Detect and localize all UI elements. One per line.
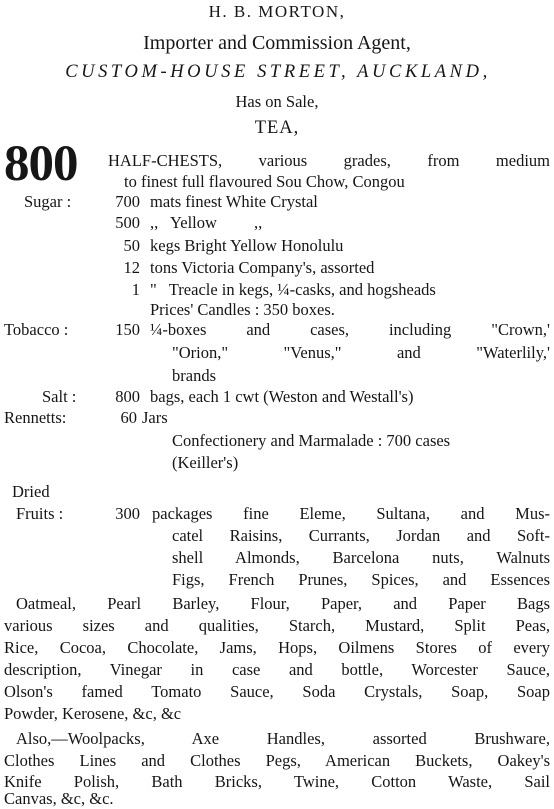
merchant-role: Importer and Commission Agent, (143, 32, 411, 54)
also-line: Canvas, &c, &c. (4, 789, 114, 808)
dried-fruits-label-2: Fruits : (16, 504, 64, 523)
sugar-item: tons Victoria Company's, assorted (150, 258, 375, 277)
rennetts-qty: 60 (120, 408, 137, 427)
tobacco-line-1: ¼-boxes and cases, including "Crown,' (150, 320, 550, 339)
oatmeal-line: various sizes and qualities, Starch, Mustard, Split Peas, (4, 616, 550, 635)
sugar-item: ,, Yellow ,, (150, 213, 263, 232)
street-address: CUSTOM-HOUSE STREET, AUCKLAND, (65, 62, 491, 82)
tobacco-label: Tobacco : (4, 320, 69, 339)
sugar-qty: 1 (131, 280, 140, 299)
salt-qty: 800 (115, 387, 140, 406)
confectionery-line-2: (Keiller's) (172, 453, 239, 472)
tea-quantity: 800 (4, 136, 78, 192)
dried-fruits-line: shell Almonds, Barcelona nuts, Walnuts (172, 548, 550, 567)
dried-fruits-line: packages fine Eleme, Sultana, and Mus- (152, 504, 550, 523)
sugar-label: Sugar : (24, 192, 72, 211)
oatmeal-line: description, Vinegar in case and bottle, Worcester Sauce, (4, 660, 550, 679)
sugar-item: " Treacle in kegs, ¼-casks, and hogsheads (150, 280, 436, 299)
sugar-qty: 50 (123, 236, 140, 255)
oatmeal-line: Olson's famed Tomato Sauce, Soda Crystals, Soap, Soap (4, 682, 550, 701)
tobacco-line-3: brands (172, 366, 216, 385)
also-line: Knife Polish, Bath Bricks, Twine, Cotton Waste, Sail (4, 772, 550, 791)
candles-line: Prices' Candles : 350 boxes. (150, 300, 335, 319)
also-line: Also,—Woolpacks, Axe Handles, assorted Brushware, (16, 729, 550, 748)
oatmeal-line: Oatmeal, Pearl Barley, Flour, Paper, and Paper Bags (16, 594, 550, 613)
dried-fruits-qty: 300 (115, 504, 140, 523)
tea-line-1: HALF-CHESTS, various grades, from medium (108, 151, 550, 170)
sugar-item: kegs Bright Yellow Honolulu (150, 236, 344, 255)
sugar-item: mats finest White Crystal (150, 192, 318, 211)
oatmeal-line: Rice, Cocoa, Chocolate, Jams, Hops, Oilmens Stores of every (4, 638, 550, 657)
sugar-qty: 500 (115, 213, 140, 232)
oatmeal-line: Powder, Kerosene, &c, &c (4, 704, 182, 723)
rennetts-label: Rennetts: (4, 408, 67, 427)
sugar-qty: 12 (123, 258, 140, 277)
tea-heading: TEA, (254, 118, 300, 138)
sugar-qty: 700 (115, 192, 140, 211)
also-line: Clothes Lines and Clothes Pegs, American Buckets, Oakey's (4, 751, 550, 770)
dried-fruits-line: Figs, French Prunes, Spices, and Essences (172, 570, 550, 589)
rennetts-item: Jars (142, 408, 168, 427)
merchant-name: H. B. MORTON, (208, 2, 346, 21)
tea-line-2: to finest full flavoured Sou Chow, Congou (124, 172, 405, 191)
dried-fruits-label-1: Dried (12, 482, 50, 501)
dried-fruits-line: catel Raisins, Currants, Jordan and Soft- (172, 526, 550, 545)
tobacco-qty: 150 (115, 320, 140, 339)
salt-item: bags, each 1 cwt (Weston and Westall's) (150, 387, 414, 406)
tobacco-line-2: "Orion," "Venus," and "Waterlily,' (172, 343, 550, 362)
salt-label: Salt : (42, 387, 77, 406)
on-sale-heading: Has on Sale, (235, 92, 319, 111)
confectionery-line-1: Confectionery and Marmalade : 700 cases (172, 431, 451, 450)
